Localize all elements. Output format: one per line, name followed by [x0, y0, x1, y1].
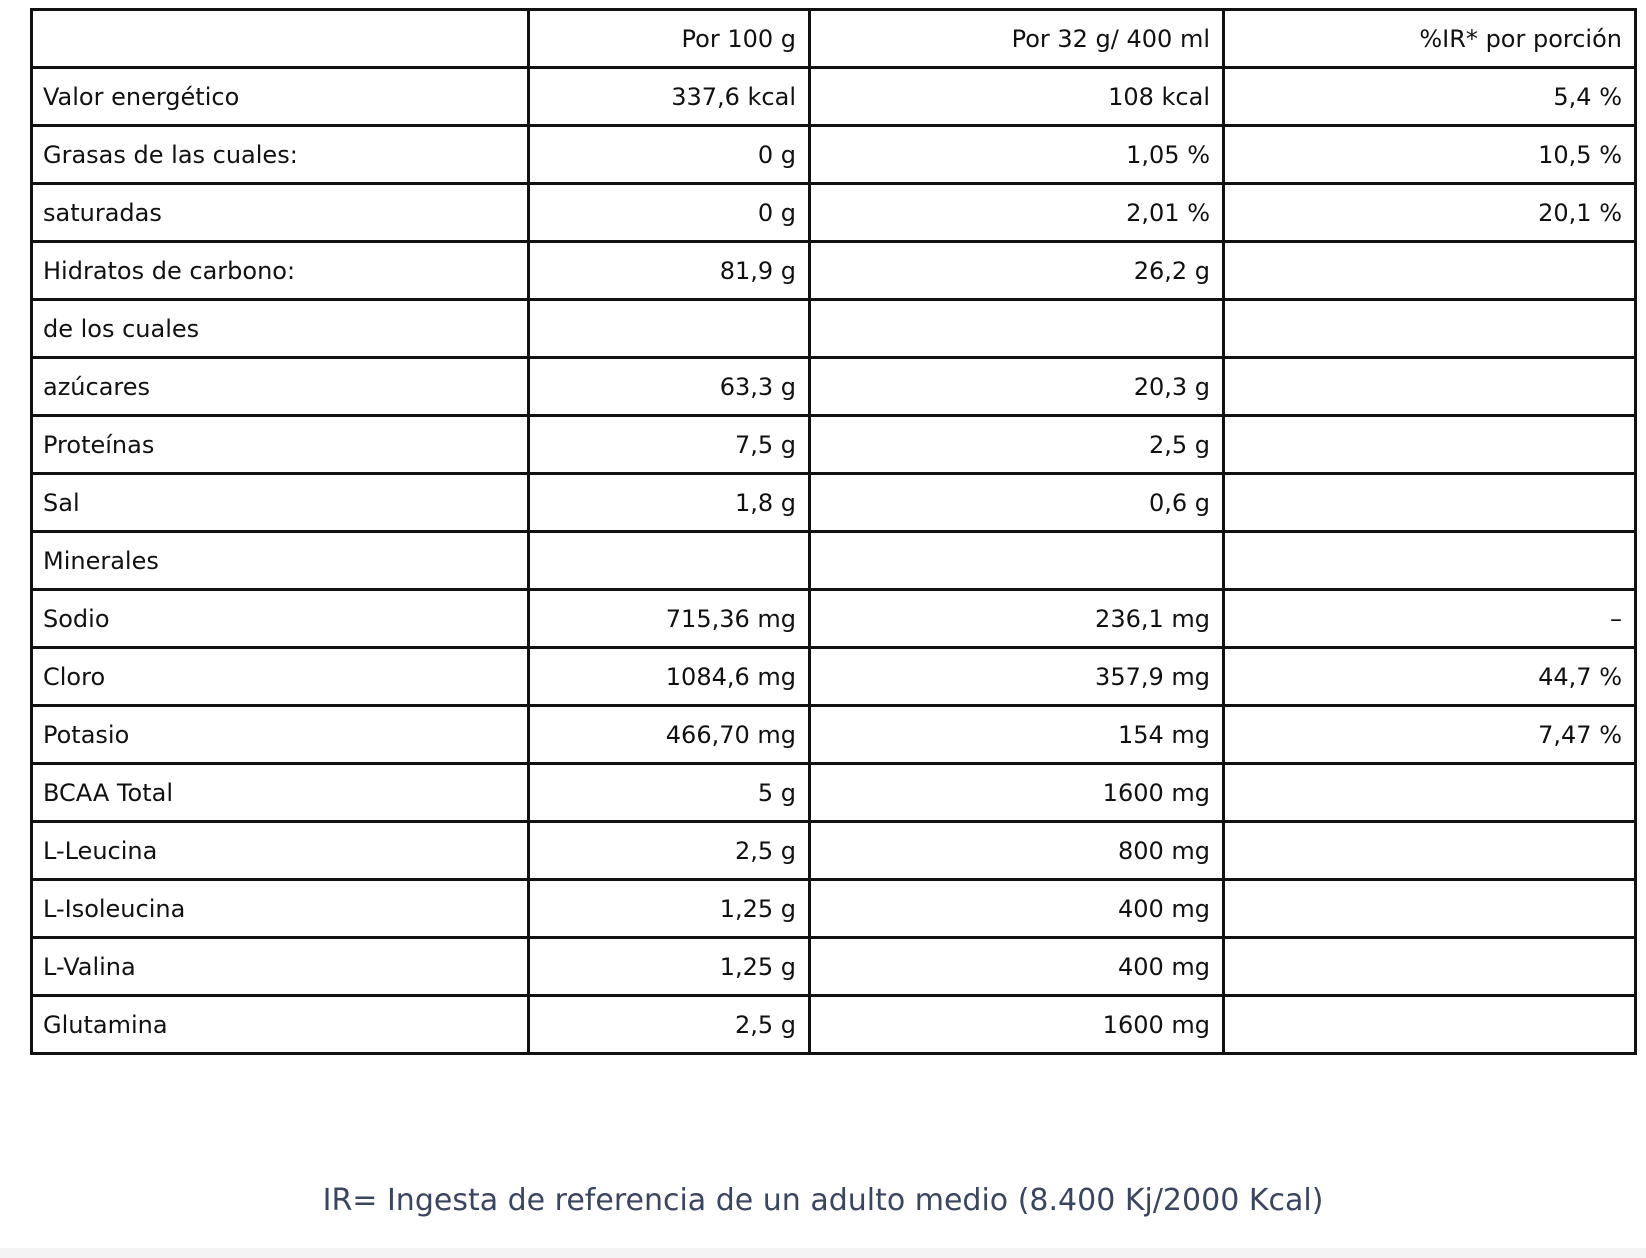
cell-per-serving: 800 mg: [810, 822, 1224, 880]
table-row: [32, 126, 1636, 184]
cell-per-100g: 1,25 g: [529, 880, 810, 938]
cell-per-100g: 63,3 g: [529, 358, 810, 416]
cell-per-100g: [529, 532, 810, 590]
table-row: [32, 996, 1636, 1054]
header-cell-ir-percent: %IR* por porción: [1224, 10, 1636, 68]
cell-per-serving: 357,9 mg: [810, 648, 1224, 706]
cell-ir-percent: [1224, 938, 1636, 996]
row-label: Cloro: [32, 648, 529, 706]
row-label: Grasas de las cuales:: [32, 126, 529, 184]
cell-per-100g: 7,5 g: [529, 416, 810, 474]
row-label: saturadas: [32, 184, 529, 242]
cell-per-100g: 0 g: [529, 184, 810, 242]
header-cell-per-serving: Por 32 g/ 400 ml: [810, 10, 1224, 68]
table-row: [32, 416, 1636, 474]
table-row: [32, 68, 1636, 126]
cell-per-serving: 2,01 %: [810, 184, 1224, 242]
cell-per-serving: 1,05 %: [810, 126, 1224, 184]
cell-per-100g: 0 g: [529, 126, 810, 184]
row-label: Valor energético: [32, 68, 529, 126]
cell-ir-percent: [1224, 300, 1636, 358]
row-label: BCAA Total: [32, 764, 529, 822]
cell-ir-percent: [1224, 996, 1636, 1054]
row-label: Sal: [32, 474, 529, 532]
header-cell-per-100g: Por 100 g: [529, 10, 810, 68]
cell-per-100g: 466,70 mg: [529, 706, 810, 764]
row-label: Proteínas: [32, 416, 529, 474]
table-row: [32, 532, 1636, 590]
cell-per-serving: 236,1 mg: [810, 590, 1224, 648]
table-row: [32, 880, 1636, 938]
table-row: [32, 474, 1636, 532]
cell-per-100g: 1,8 g: [529, 474, 810, 532]
cell-per-100g: 1,25 g: [529, 938, 810, 996]
cell-per-serving: 1600 mg: [810, 996, 1224, 1054]
row-label: L-Leucina: [32, 822, 529, 880]
cell-ir-percent: [1224, 532, 1636, 590]
cell-per-100g: 1084,6 mg: [529, 648, 810, 706]
cell-per-serving: 400 mg: [810, 938, 1224, 996]
nutrition-table: [30, 8, 1637, 1055]
cell-ir-percent: [1224, 474, 1636, 532]
cell-per-100g: 715,36 mg: [529, 590, 810, 648]
cell-ir-percent: [1224, 822, 1636, 880]
cell-ir-percent: [1224, 764, 1636, 822]
cell-ir-percent: 20,1 %: [1224, 184, 1636, 242]
cell-per-100g: 5 g: [529, 764, 810, 822]
cell-per-serving: 154 mg: [810, 706, 1224, 764]
table-row: [32, 242, 1636, 300]
table-header-row: [32, 10, 1636, 68]
cell-ir-percent: [1224, 358, 1636, 416]
cell-per-100g: 2,5 g: [529, 822, 810, 880]
header-cell-blank: [32, 10, 529, 68]
cell-per-100g: 337,6 kcal: [529, 68, 810, 126]
table-row: [32, 822, 1636, 880]
table-row: [32, 358, 1636, 416]
table-row: [32, 184, 1636, 242]
row-label: L-Valina: [32, 938, 529, 996]
cell-ir-percent: 10,5 %: [1224, 126, 1636, 184]
table-row: [32, 648, 1636, 706]
cell-ir-percent: 7,47 %: [1224, 706, 1636, 764]
cell-ir-percent: [1224, 880, 1636, 938]
cell-ir-percent: 5,4 %: [1224, 68, 1636, 126]
cell-per-serving: 20,3 g: [810, 358, 1224, 416]
cell-ir-percent: [1224, 242, 1636, 300]
cell-per-serving: 2,5 g: [810, 416, 1224, 474]
table-row: [32, 706, 1636, 764]
table-row: [32, 590, 1636, 648]
page-bottom-strip: [0, 1248, 1646, 1258]
row-label: Minerales: [32, 532, 529, 590]
table-row: [32, 300, 1636, 358]
table-row: [32, 938, 1636, 996]
cell-per-serving: [810, 532, 1224, 590]
cell-per-100g: 81,9 g: [529, 242, 810, 300]
reference-intake-footnote: IR= Ingesta de referencia de un adulto medio (8.400 Kj/2000 Kcal): [322, 1183, 1324, 1218]
row-label: Sodio: [32, 590, 529, 648]
cell-per-serving: [810, 300, 1224, 358]
cell-per-100g: [529, 300, 810, 358]
cell-ir-percent: 44,7 %: [1224, 648, 1636, 706]
nutrition-table-container: [30, 8, 1634, 1055]
cell-per-serving: 108 kcal: [810, 68, 1224, 126]
row-label: de los cuales: [32, 300, 529, 358]
cell-per-serving: 1600 mg: [810, 764, 1224, 822]
row-label: Glutamina: [32, 996, 529, 1054]
cell-per-100g: 2,5 g: [529, 996, 810, 1054]
row-label: Potasio: [32, 706, 529, 764]
cell-ir-percent: [1224, 416, 1636, 474]
cell-per-serving: 0,6 g: [810, 474, 1224, 532]
cell-ir-percent: –: [1224, 590, 1636, 648]
row-label: Hidratos de carbono:: [32, 242, 529, 300]
row-label: azúcares: [32, 358, 529, 416]
cell-per-serving: 26,2 g: [810, 242, 1224, 300]
row-label: L-Isoleucina: [32, 880, 529, 938]
cell-per-serving: 400 mg: [810, 880, 1224, 938]
table-row: [32, 764, 1636, 822]
